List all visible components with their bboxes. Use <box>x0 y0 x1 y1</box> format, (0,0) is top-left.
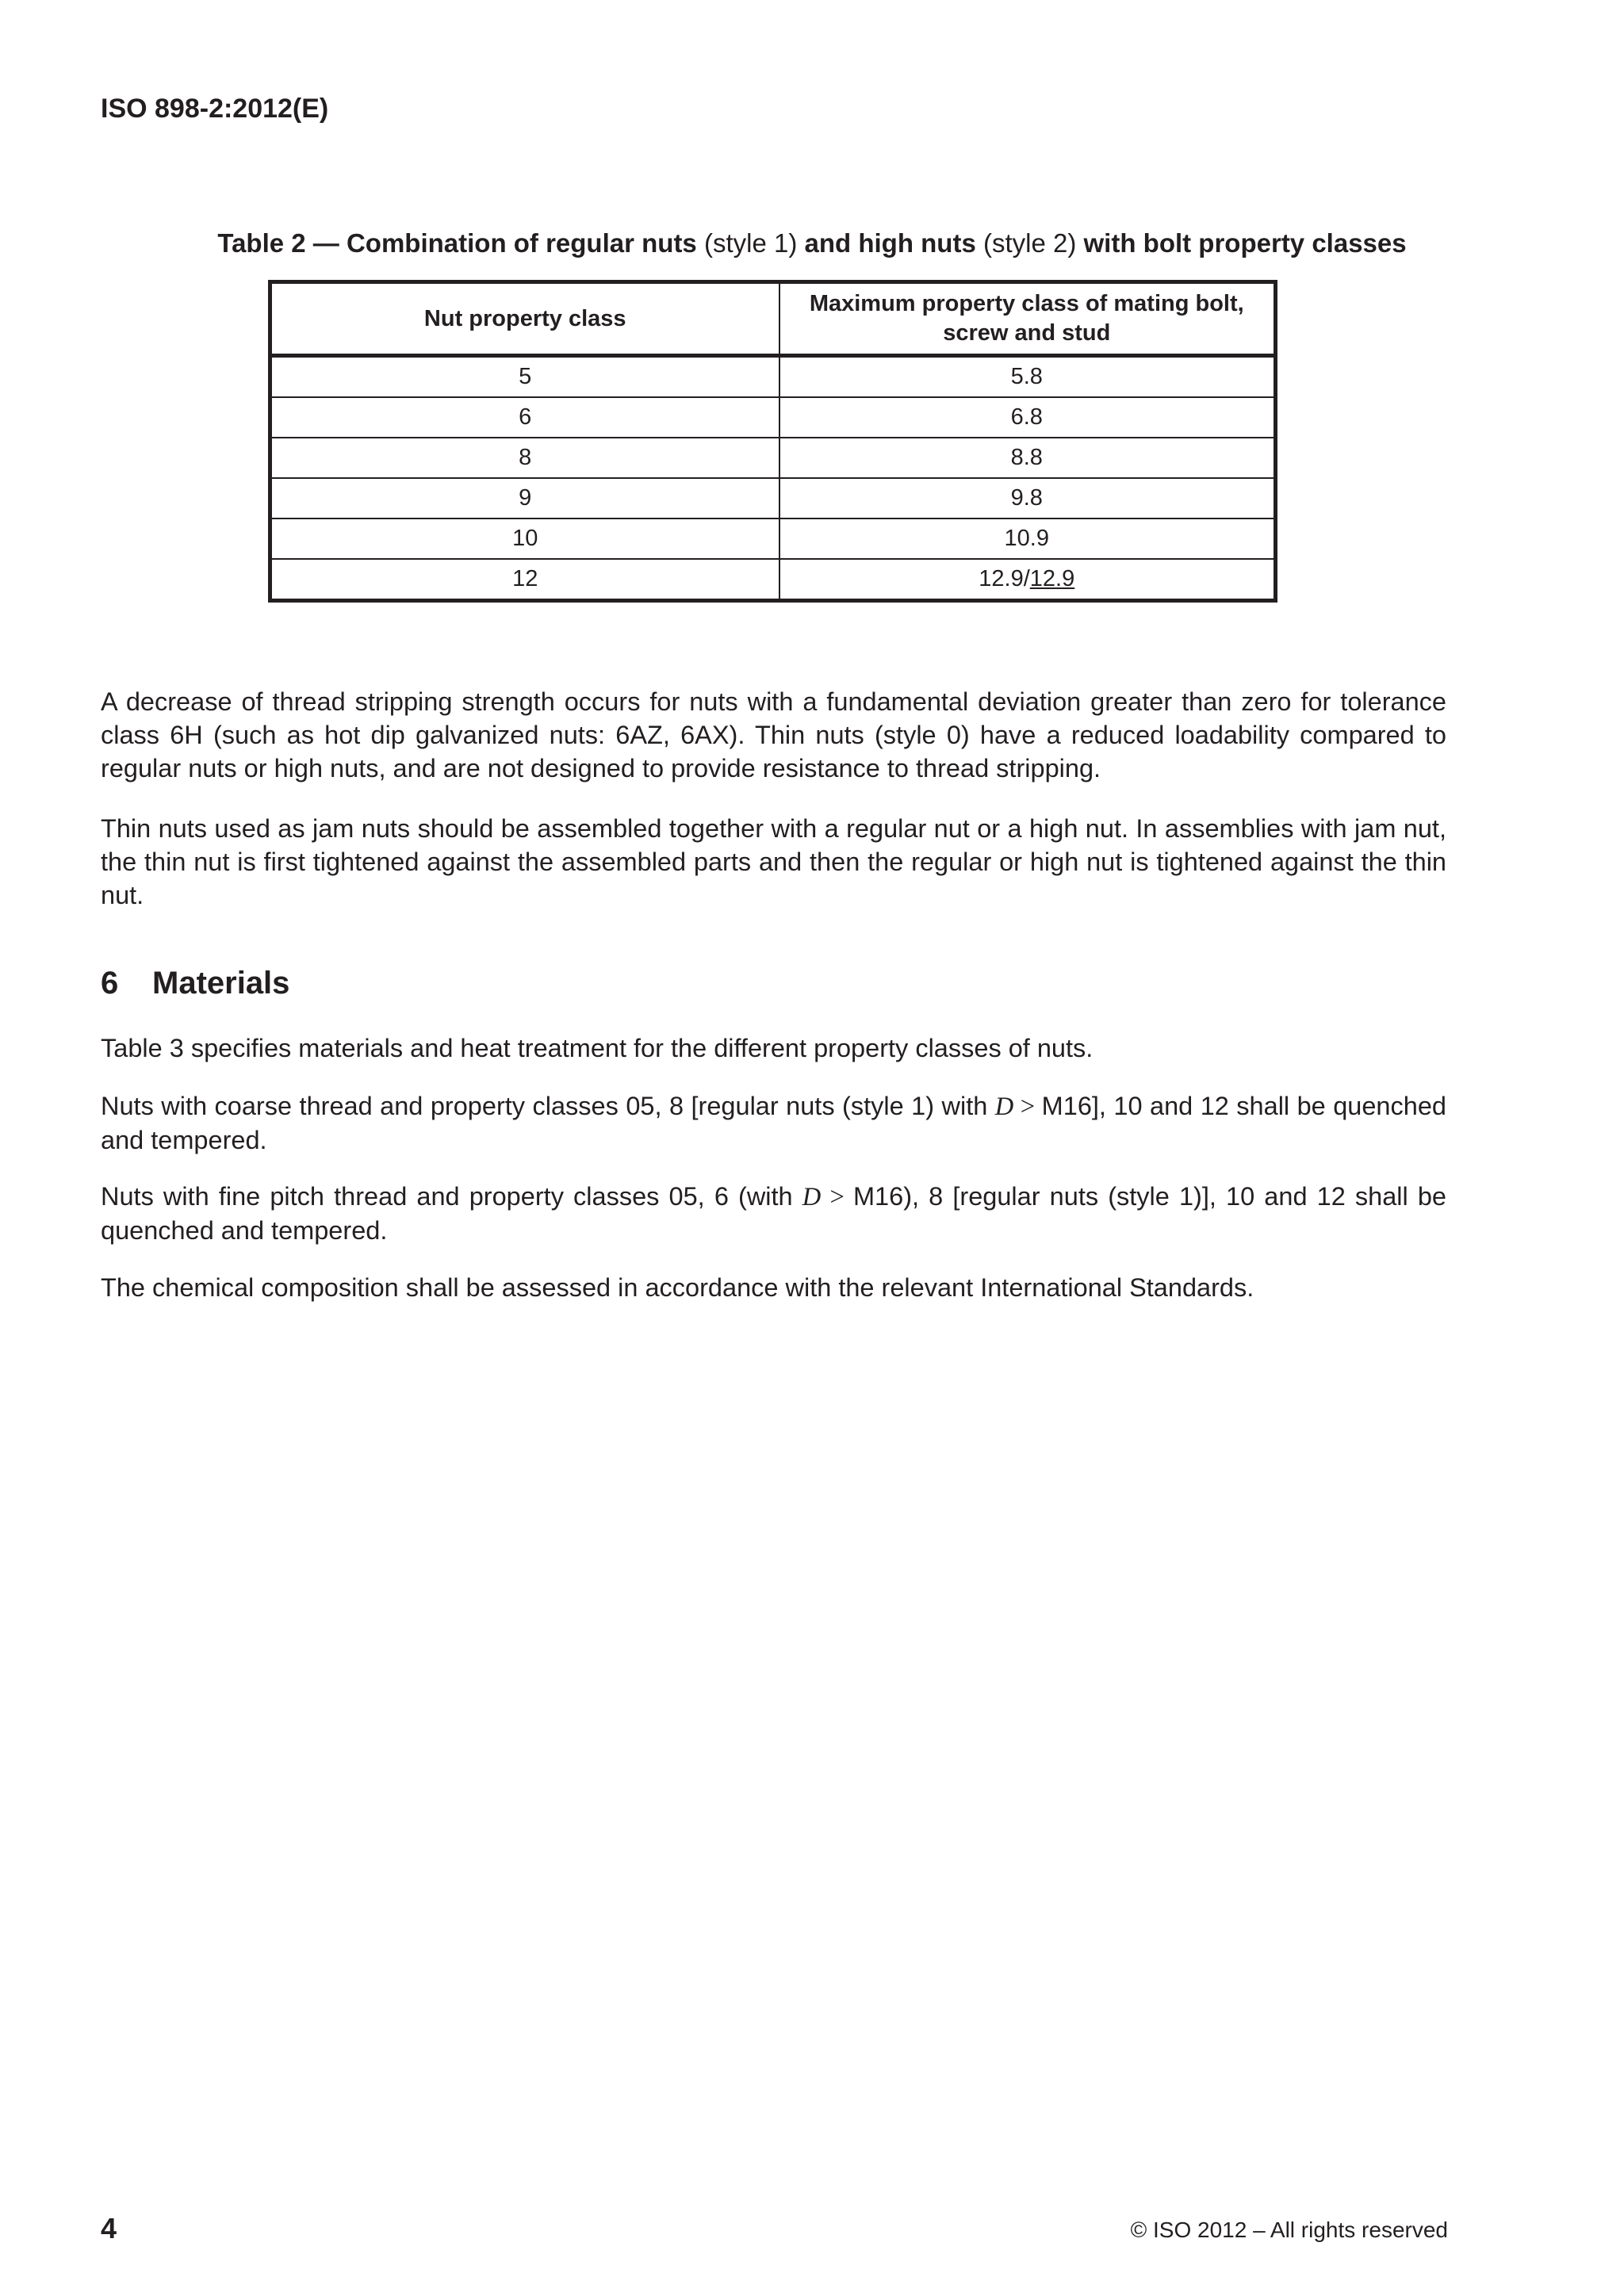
variable-d: D <box>802 1183 822 1211</box>
fine-text-a: Nuts with fine pitch thread and property classes 05, 6 (with <box>101 1182 802 1211</box>
caption-part-1: Table 2 — Combination of regular nuts <box>217 228 697 258</box>
paragraph-chemical-composition: The chemical composition shall be assessed in accordance with the relevant International Standards. <box>101 1273 1254 1302</box>
greater-than-symbol: > <box>1013 1093 1042 1121</box>
nut-class-cell: 6 <box>270 397 779 438</box>
max-class-cell: 8.8 <box>779 438 1276 478</box>
paragraph-coarse-thread <box>101 1089 1446 1157</box>
header-max-property-class: Maximum property class of mating bolt, screw and stud <box>779 282 1276 356</box>
paragraph-materials-intro: Table 3 specifies materials and heat treatment for the different property classes of nuts. <box>101 1034 1094 1062</box>
caption-part-4: (style 2) <box>975 228 1084 258</box>
section-number: 6 <box>101 966 119 1001</box>
paragraph-jam-nuts: Thin nuts used as jam nuts should be assembled together with a regular nut or a high nut. In assemblies with jam nut, the thin nut is first tightened against the assembled parts and then the regular or high nut is tightened against the thin nut. <box>101 814 1446 909</box>
max-class-cell: 5.8 <box>779 356 1276 398</box>
property-class-table <box>268 280 1277 603</box>
copyright-notice: © ISO 2012 – All rights reserved <box>1130 2218 1448 2242</box>
table-row <box>270 519 1276 559</box>
nut-class-cell: 12 <box>270 559 779 601</box>
caption-part-2: (style 1) <box>696 228 805 258</box>
document-id: ISO 898-2:2012(E) <box>101 94 329 124</box>
caption-part-3: and high nuts <box>804 228 976 258</box>
paragraph-thread-stripping: A decrease of thread stripping strength occurs for nuts with a fundamental deviation greater than zero for tolerance class 6H (such as hot dip galvanized nuts: 6AZ, 6AX). Thin nuts (style 0) have a reduced loadability compared to regular nuts or high nuts, and are not designed to provide resistance to thread stripping. <box>101 687 1446 783</box>
fine-text-b: M16), 8 [regular nuts (style 1)], 10 and 12 shall be quenched and tempered. <box>101 1182 1446 1245</box>
table-row <box>270 478 1276 519</box>
nut-class-cell: 10 <box>270 519 779 559</box>
section-heading <box>101 966 289 1001</box>
nut-class-cell: 8 <box>270 438 779 478</box>
max-class-cell: 9.8 <box>779 478 1276 519</box>
max-class-text: 12.9/ <box>979 566 1030 591</box>
table-row <box>270 397 1276 438</box>
max-class-cell: 10.9 <box>779 519 1276 559</box>
max-class-cell <box>779 559 1276 601</box>
table-row <box>270 356 1276 398</box>
caption-part-5: with bolt property classes <box>1083 228 1407 258</box>
table-row <box>270 438 1276 478</box>
table-row <box>270 559 1276 601</box>
header-nut-property-class: Nut property class <box>270 282 779 356</box>
max-class-cell: 6.8 <box>779 397 1276 438</box>
table-header-row <box>270 282 1276 356</box>
page-number: 4 <box>101 2212 117 2244</box>
paragraph-fine-pitch <box>101 1180 1446 1247</box>
section-title-text: Materials <box>152 966 290 1001</box>
nut-class-cell: 5 <box>270 356 779 398</box>
greater-than-symbol: > <box>821 1183 853 1211</box>
variable-d: D <box>994 1093 1014 1121</box>
coarse-text-a: Nuts with coarse thread and property classes 05, 8 [regular nuts (style 1) with <box>101 1092 995 1120</box>
coarse-text-b: M16], 10 and 12 shall be quenched and tempered. <box>101 1092 1446 1154</box>
max-class-underlined: 12.9 <box>1029 566 1075 591</box>
table-caption <box>0 228 1624 258</box>
nut-class-cell: 9 <box>270 478 779 519</box>
